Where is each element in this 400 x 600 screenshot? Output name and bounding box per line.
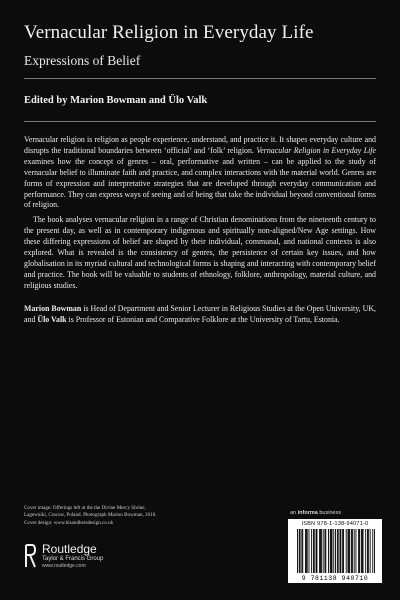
author-bio xyxy=(24,304,376,326)
informa-prefix: an xyxy=(290,510,298,516)
informa-name: informa xyxy=(297,510,318,516)
barcode-bar xyxy=(363,529,364,573)
book-title: Vernacular Religion in Everyday Life xyxy=(24,22,314,43)
blurb-paragraph-1 xyxy=(24,135,376,211)
barcode-bar xyxy=(311,529,312,573)
barcode-bar xyxy=(299,529,300,573)
barcode-bar xyxy=(337,529,338,573)
blurb-p1-text-a: Vernacular religion is religion as people experience, understand, and practice it. It shapes everyday culture and disrupts the traditional boundaries between ‘official’ and ‘folk’ religion. xyxy=(24,135,376,155)
barcode-bar xyxy=(330,529,331,573)
barcode-bar xyxy=(358,529,359,573)
barcode-bar xyxy=(338,529,339,573)
barcode-bar xyxy=(316,529,317,573)
blurb xyxy=(24,135,376,330)
barcode-bar xyxy=(340,529,341,573)
barcode-bar xyxy=(301,529,302,573)
barcode-bar xyxy=(361,529,362,573)
barcode-bar xyxy=(346,529,347,573)
barcode-bar xyxy=(302,529,303,573)
publisher-group: Taylor & Francis Group xyxy=(42,556,104,563)
barcode-bar xyxy=(323,529,324,573)
barcode-bar xyxy=(331,529,332,573)
barcode-bar xyxy=(328,529,329,573)
isbn-text: ISBN 978-1-138-94071-0 xyxy=(301,521,369,527)
cover-credits xyxy=(24,505,254,527)
divider-bottom xyxy=(24,121,376,122)
barcode-bar xyxy=(320,529,321,573)
bio-text-1: is Head of Department and Senior Lecturer in Religious Studies at the Open University, UK, and xyxy=(24,303,376,324)
barcode-bar xyxy=(332,529,333,573)
blurb-p1-book-title: Vernacular Religion in Everyday Life xyxy=(256,145,376,155)
barcode-bar xyxy=(325,529,326,573)
barcode-bar xyxy=(342,529,343,573)
barcode-bar xyxy=(319,529,320,573)
barcode-bar xyxy=(321,529,322,573)
publisher-name: Routledge xyxy=(42,542,97,556)
barcode-bar xyxy=(372,529,373,573)
publisher-url[interactable]: www.routledge.com xyxy=(42,563,86,570)
barcode-bar xyxy=(324,529,325,573)
barcode-bar xyxy=(367,529,368,573)
barcode-bar xyxy=(314,529,315,573)
barcode-bar xyxy=(365,529,366,573)
barcode-bar xyxy=(362,529,363,573)
barcode-bar xyxy=(297,529,298,573)
bio-text-2: is Professor of Estonian and Comparative Folklore at the University of Tartu, Estonia. xyxy=(66,314,340,324)
barcode-number: 9 781138 940710 xyxy=(301,575,369,582)
barcode-bar xyxy=(306,529,307,573)
blurb-paragraph-2: The book analyses vernacular religion in a range of Christian denominations from the nineteenth century to the present day, as well as in contemporary indigenous and spiritually non-aligned/New Age settings. How these differing expressions of belief are shaped by their individual, communal, and national contexts is also explored. What is revealed is the consistency of genres, the persistence of certain key issues, and how globalisation in its myriad cultural and technological forms is shaping and interacting with contemporary belief and practice. The book will be valuable to students of ethnology, folklore, anthropology, material culture, and religious studies. xyxy=(24,215,376,290)
barcode-bar xyxy=(354,529,355,573)
credit-line-2: Lagewniki, Cracow, Poland. Photograph Marion Bowman, 2010. xyxy=(24,512,157,519)
barcode-bar xyxy=(300,529,301,573)
barcode-bar xyxy=(352,529,353,573)
barcode-bars xyxy=(297,529,375,573)
barcode-bar xyxy=(317,529,318,573)
barcode-bar xyxy=(305,529,306,573)
barcode xyxy=(288,519,382,583)
barcode-bar xyxy=(374,529,375,573)
barcode-bar xyxy=(333,529,334,573)
credit-line-3: Cover design: www.hisandhersdesign.co.uk xyxy=(24,519,114,526)
barcode-bar xyxy=(307,529,308,573)
barcode-bar xyxy=(340,529,341,573)
routledge-logo-icon xyxy=(24,543,36,569)
informa-suffix: business xyxy=(317,510,342,516)
barcode-bar xyxy=(335,529,336,573)
barcode-bar xyxy=(349,529,350,573)
bio-name-2: Ülo Valk xyxy=(37,314,67,324)
barcode-bar xyxy=(313,529,314,573)
informa-tagline xyxy=(290,510,341,516)
barcode-bar xyxy=(348,529,349,573)
divider-top xyxy=(24,78,376,79)
publisher-block xyxy=(24,543,103,569)
barcode-bar xyxy=(368,529,369,573)
book-subtitle: Expressions of Belief xyxy=(24,53,141,68)
barcode-bar xyxy=(309,529,310,573)
barcode-bar xyxy=(351,529,352,573)
editors-line: Edited by Marion Bowman and Ülo Valk xyxy=(24,95,208,106)
barcode-bar xyxy=(356,529,357,573)
credit-line-1: Cover image: Offerings left at the the Divine Mercy Shrine, xyxy=(24,505,146,511)
bio-name-1: Marion Bowman xyxy=(24,303,82,313)
barcode-bar xyxy=(370,529,371,573)
blurb-p1-text-b: examines how the concept of genres – oral, performative and written – can be applied to the study of vernacular belief to illuminate faith and practice, and complex interactions with the material world. Genres are forms of expression and interpretative strategies that are developed through everyday communication and performance. They can express ways of seeing and of being that take the individual beyond conventional forms of religion. xyxy=(24,156,376,210)
barcode-bar xyxy=(359,529,360,573)
barcode-bar xyxy=(348,529,349,573)
barcode-bar xyxy=(343,529,344,573)
